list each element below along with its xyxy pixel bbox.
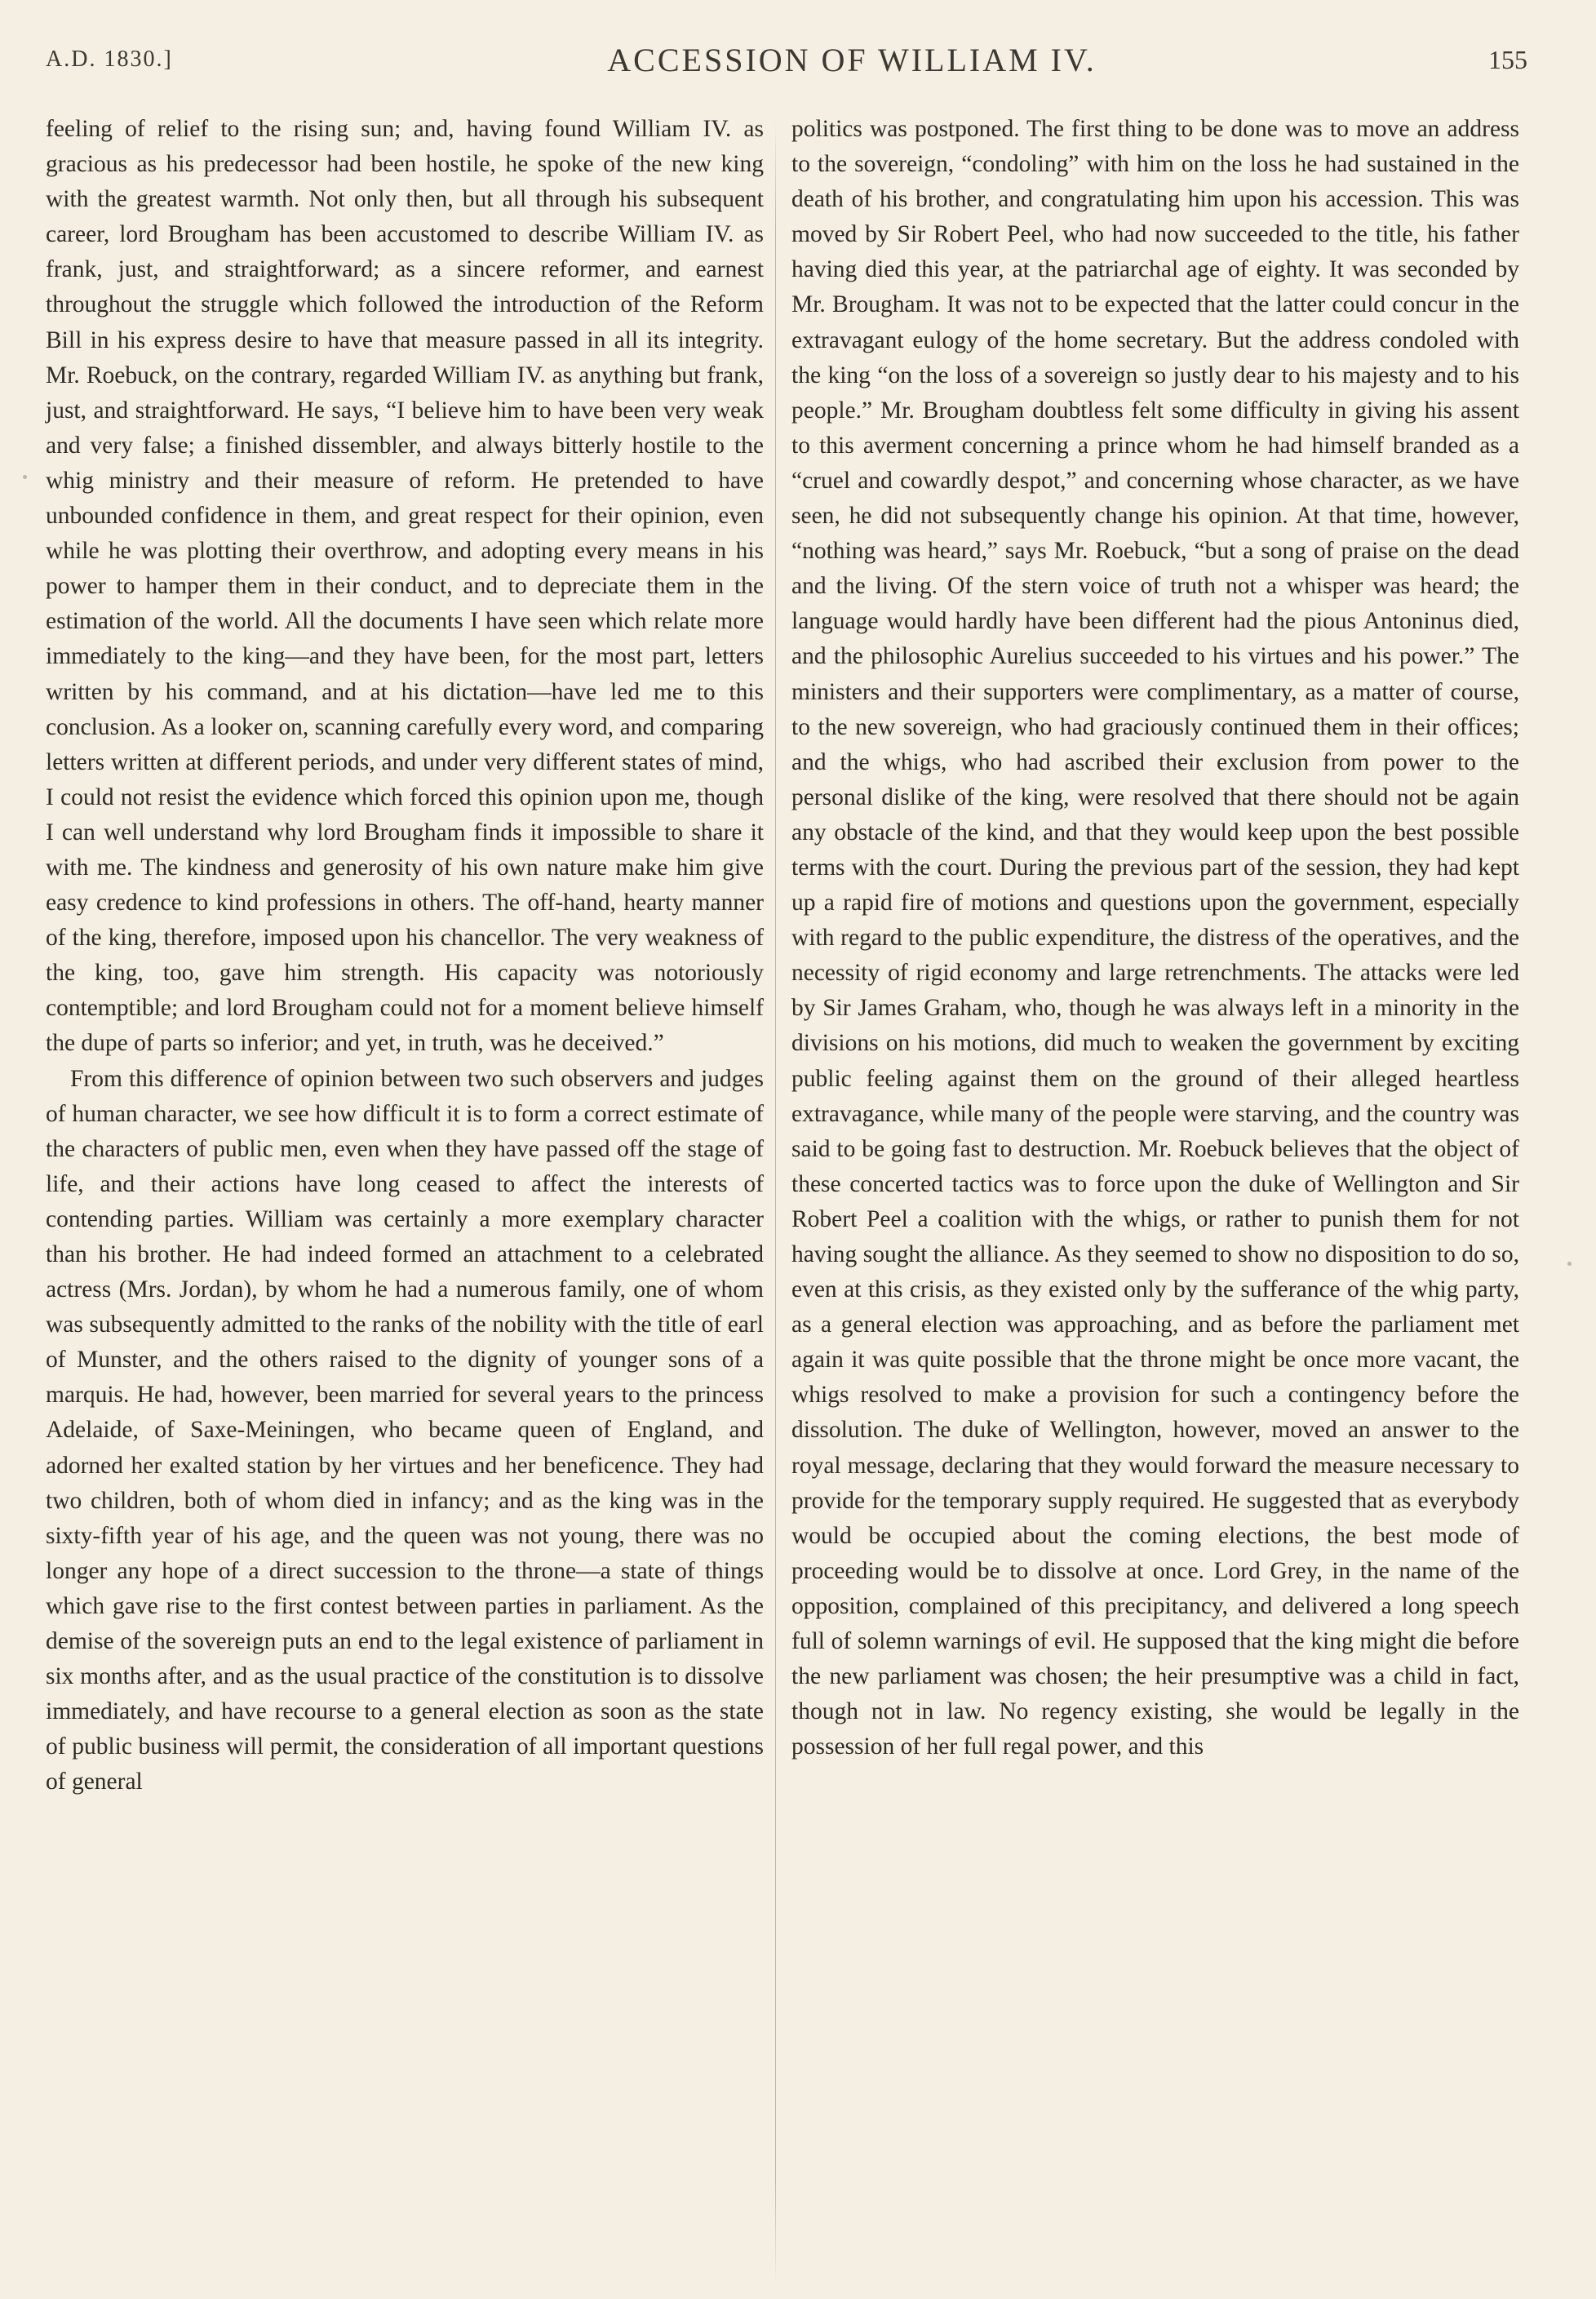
running-head bbox=[46, 39, 1527, 80]
paragraph-left-2: From this difference of opinion between two such observers and judges of human character, we see how difficult it is to form a correct estimate of the characters of public men, even when they have passed off the stage of life, and their actions have long ceased to affect the interests of contending parties. William was certainly a more exemplary character than his brother. He had indeed formed an attachment to a celebrated actress (Mrs. Jordan), by whom he had a numerous family, one of whom was subsequently admitted to the ranks of the nobility with the title of earl of Munster, and the others raised to the dignity of younger sons of a marquis. He had, however, been married for several years to the princess Adelaide, of Saxe-Meiningen, who became queen of England, and adorned her exalted station by her virtues and her beneficence. They had two children, both of whom died in infancy; and as the king was in the sixty-fifth year of his age, and the queen was not young, there was no longer any hope of a direct succession to the throne—a state of things which gave rise to the first contest between parties in parliament. As the demise of the sovereign puts an end to the legal existence of parliament in six months after, and as the usual practice of the constitution is to dissolve immediately, and have recourse to a general election as soon as the state of public business will permit, the consideration of all important questions of general bbox=[46, 1065, 764, 1795]
print-speck bbox=[23, 475, 27, 479]
print-speck bbox=[1567, 1262, 1572, 1266]
page-number: 155 bbox=[1488, 44, 1527, 74]
header-date: A.D. 1830.] bbox=[46, 47, 173, 72]
right-column bbox=[791, 112, 1519, 1764]
column-divider bbox=[775, 122, 776, 2285]
paragraph-right-1: politics was postponed. The first thing to be done was to move an address to the sovereign, “condoling” with him on the loss he had sustained in the death of his brother, and congratulating him upon his accession. This was moved by Sir Robert Peel, who had now succeeded to the title, his father having died this year, at the patriarchal age of eighty. It was seconded by Mr. Brougham. It was not to be expected that the latter could concur in the extravagant eulogy of the home secretary. But the address condoled with the king “on the loss of a sovereign so justly dear to his majesty and to his people.” Mr. Brougham doubtless felt some difficulty in giving his assent to this averment concerning a prince whom he had himself branded as a “cruel and cowardly despot,” and concerning whose character, as we have seen, he did not subsequently change his opinion. At that time, however, “nothing was heard,” says Mr. Roebuck, “but a song of praise on the dead and the living. Of the stern voice of truth not a whisper was heard; the language would hardly have been different had the pious Antoninus died, and the philosophic Aurelius succeeded to his virtues and his power.” The ministers and their supporters were complimentary, as a matter of course, to the new sovereign, who had graciously continued them in their offices; and the whigs, who had ascribed their exclusion from power to the personal dislike of the king, were resolved that there should not be again any obstacle of the kind, and that they would keep upon the best possible terms with the court. During the previous part of the session, they had kept up a rapid fire of motions and questions upon the government, especially with regard to the public expenditure, the distress of the operatives, and the necessity of rigid economy and large retrenchments. The attacks were led by Sir James Graham, who, though he was always left in a minority in the divisions on his motions, did much to weaken the government by exciting public feeling against them on the ground of their alleged heartless extravagance, while many of the people were starving, and the country was said to be going fast to destruction. Mr. Roebuck believes that the object of these concerted tactics was to force upon the duke of Wellington and Sir Robert Peel a coalition with the whigs, or rather to punish them for not having sought the alliance. As they seemed to show no disposition to do so, even at this crisis, as they existed only by the sufferance of the whig party, as a general election was approaching, and as before the parliament met again it was quite possible that the throne might be once more vacant, the whigs resolved to make a provision for such a contingency before the dissolution. The duke of Wellington, however, moved an answer to the royal message, declaring that they would forward the measure necessary to provide for the temporary supply required. He suggested that as everybody would be occupied about the coming elections, the best mode of proceeding would be to dissolve at once. Lord Grey, in the name of the opposition, complained of this precipitancy, and delivered a long speech full of solemn warnings of evil. He supposed that the king might die before the new parliament was chosen; the heir presumptive was a child in fact, though not in law. No regency existing, she would be legally in the possession of her full regal power, and this bbox=[791, 116, 1519, 1760]
left-column bbox=[46, 112, 764, 1800]
header-title: ACCESSION OF WILLIAM IV. bbox=[607, 41, 1097, 78]
paragraph-left-1: feeling of relief to the rising sun; and, having found William IV. as gracious as his predecessor had been hostile, he spoke of the new king with the greatest warmth. Not only then, but all through his subsequent career, lord Brougham has been accustomed to describe William IV. as frank, just, and straightforward; as a sincere reformer, and earnest throughout the struggle which followed the introduction of the Reform Bill in his express desire to have that measure passed in all its integrity. Mr. Roebuck, on the contrary, regarded William IV. as anything but frank, just, and straightforward. He says, “I believe him to have been very weak and very false; a finished dissembler, and always bitterly hostile to the whig ministry and their measure of reform. He pretended to have unbounded confidence in them, and great respect for their opinion, even while he was plotting their overthrow, and adopting every means in his power to hamper them in their conduct, and to depreciate them in the estimation of the world. All the documents I have seen which relate more immediately to the king—and they have been, for the most part, letters written by his command, and at his dictation—have led me to this conclusion. As a looker on, scanning carefully every word, and comparing letters written at different periods, and under very different states of mind, I could not resist the evidence which forced this opinion upon me, though I can well understand why lord Brougham finds it impossible to share it with me. The kindness and generosity of his own nature make him give easy credence to kind professions in others. The off-hand, hearty manner of the king, therefore, imposed upon his chancellor. The very weakness of the king, too, gave him strength. His capacity was notoriously contemptible; and lord Brougham could not for a moment believe himself the dupe of parts so inferior; and yet, in truth, was he deceived.” bbox=[46, 116, 764, 1057]
